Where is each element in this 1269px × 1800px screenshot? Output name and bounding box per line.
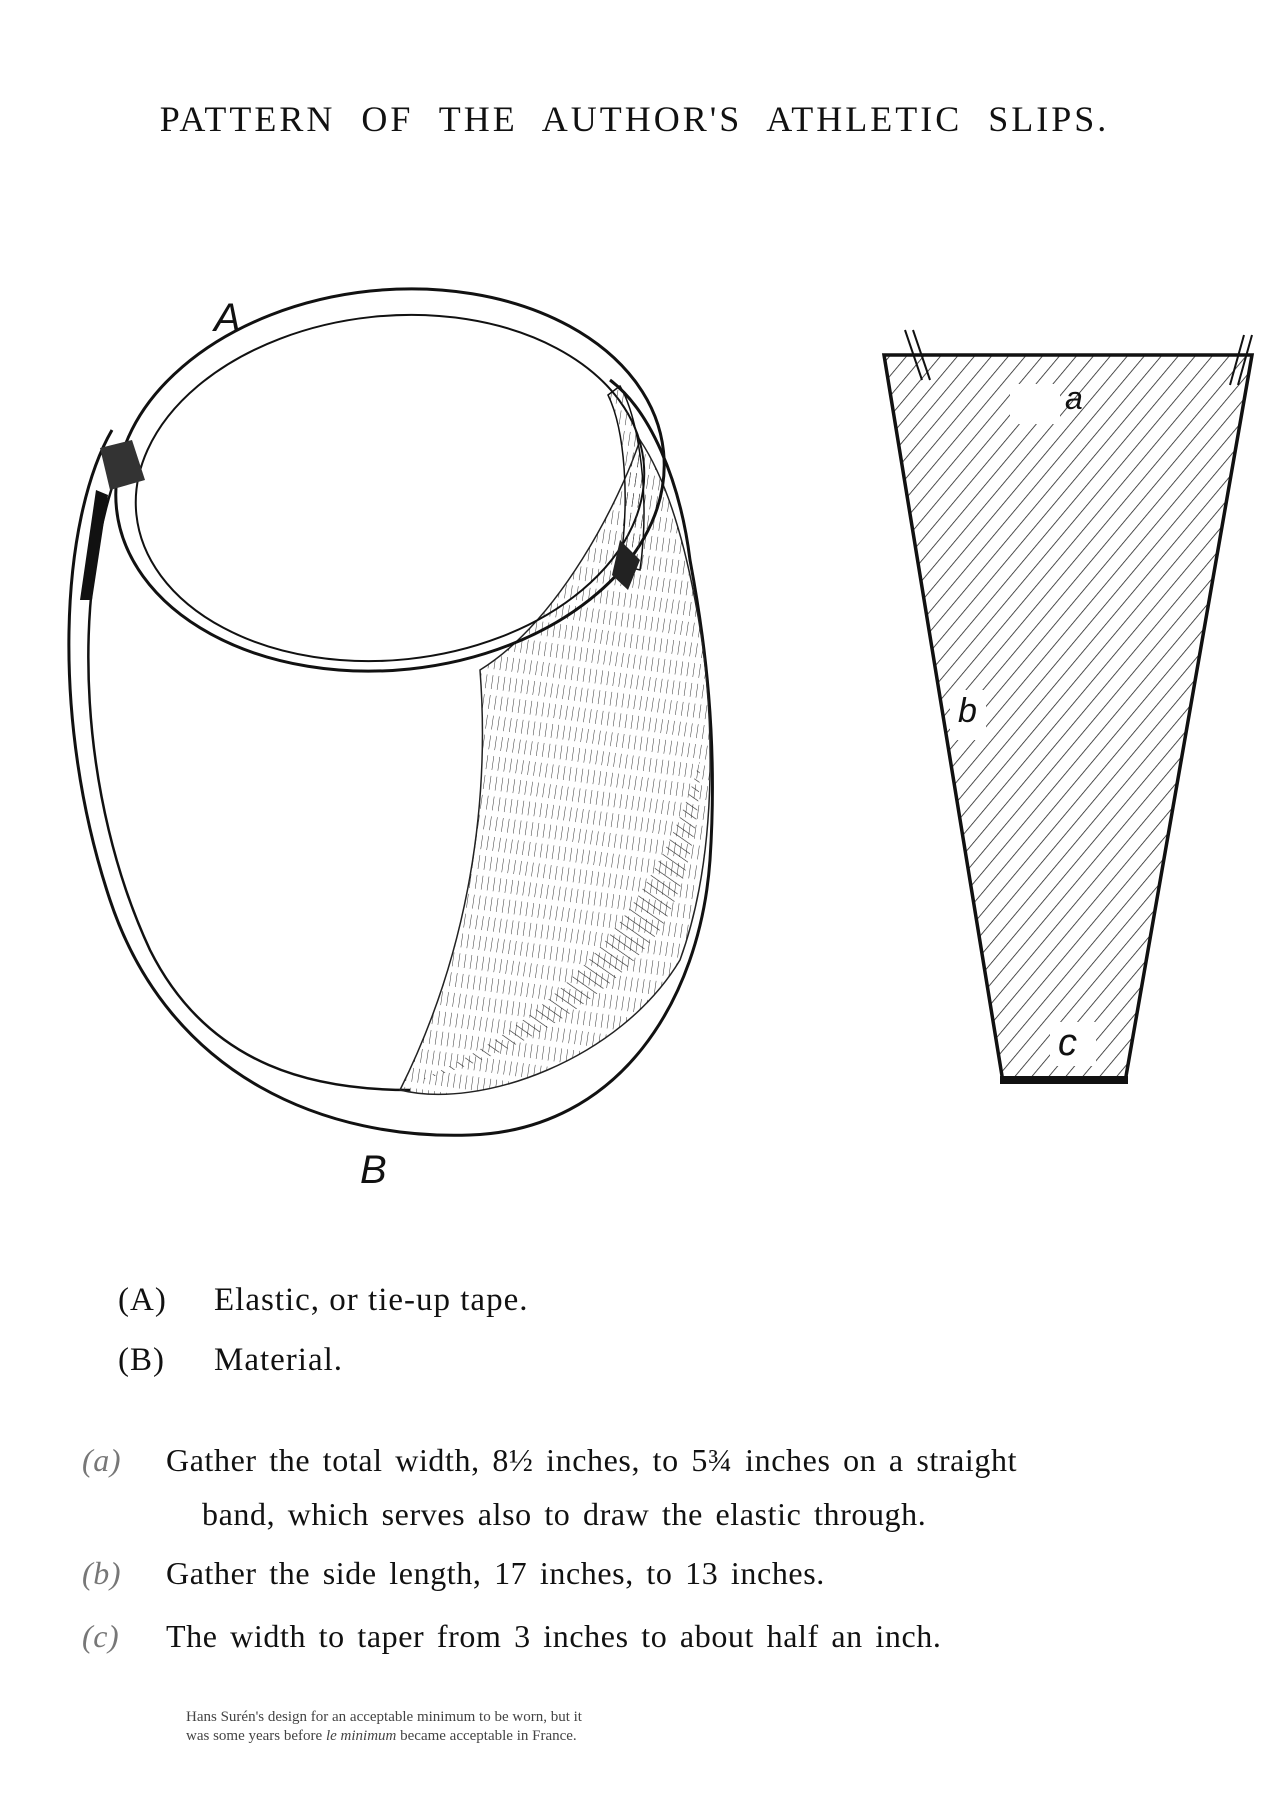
label-a: a <box>1065 380 1083 416</box>
legend-key: (B) <box>118 1342 165 1378</box>
caption-text: became acceptable in France. <box>396 1728 577 1744</box>
note-text: Gather the side length, 17 inches, to 13 inches. <box>166 1555 825 1591</box>
legend-item <box>118 1342 343 1379</box>
note-key: (c) <box>82 1618 120 1654</box>
tapered-panel <box>884 355 1252 1082</box>
caption-emphasis: le minimum <box>325 1728 397 1744</box>
figure-caption <box>186 1708 806 1746</box>
caption-line <box>186 1727 806 1746</box>
note-text-continued: band, which serves also to draw the elastic through. <box>202 1496 927 1532</box>
label-c: c <box>1058 1022 1077 1064</box>
label-b: b <box>958 692 977 730</box>
note-text: Gather the total width, 8½ inches, to 5¾ inches on a straight <box>166 1442 1018 1478</box>
note-key: (a) <box>82 1442 122 1478</box>
legend-text: Material. <box>214 1342 344 1378</box>
caption-line: Hans Surén's design for an acceptable minimum to be worn, but it <box>186 1709 582 1725</box>
label-B: B <box>360 1148 387 1192</box>
label-A: A <box>214 296 241 340</box>
legend-text: Elastic, or tie-up tape. <box>214 1282 529 1318</box>
legend-key: (A) <box>118 1282 167 1318</box>
caption-text: was some years before <box>186 1728 326 1744</box>
note-text: The width to taper from 3 inches to about half an inch. <box>166 1618 942 1654</box>
legend-item <box>118 1282 528 1319</box>
note-key: (b) <box>82 1555 122 1591</box>
page-title: PATTERN OF THE AUTHOR'S ATHLETIC SLIPS. <box>159 99 1110 139</box>
